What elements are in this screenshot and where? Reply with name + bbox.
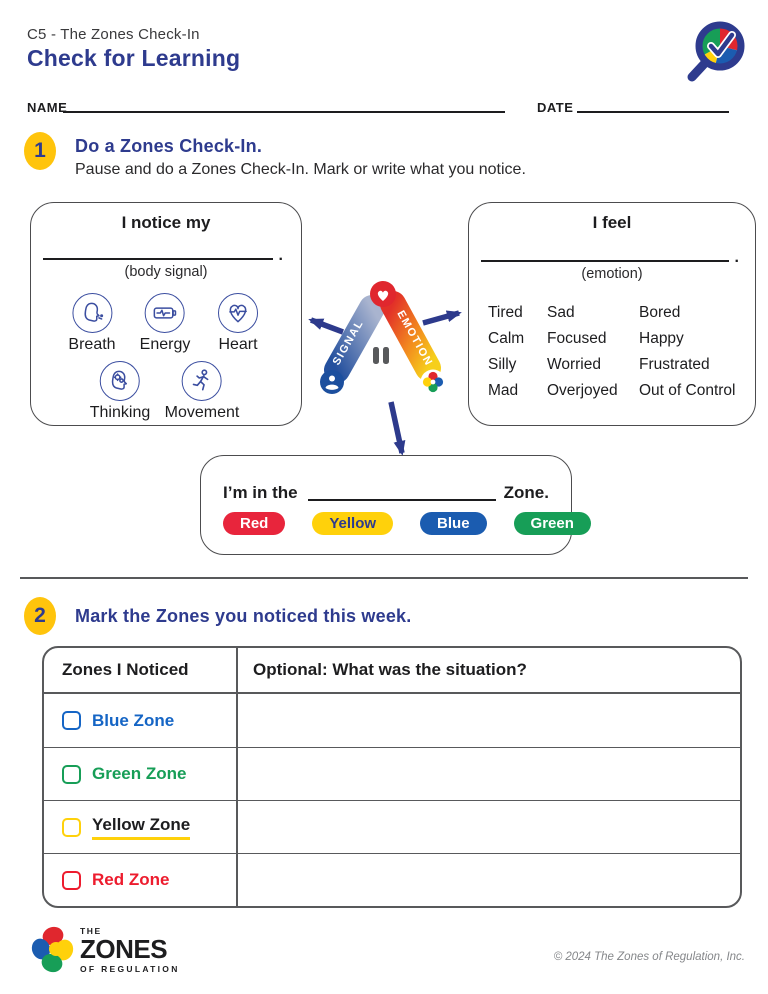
body-signal-caption: (body signal) [124, 264, 208, 280]
logo-of-regulation: OF REGULATION [80, 964, 180, 974]
table-header-row [44, 648, 740, 694]
blank-period: . [734, 249, 739, 266]
zone-input-line[interactable] [308, 487, 496, 501]
emotion-caption: (emotion) [581, 266, 643, 282]
zones-pinwheel-logo [28, 924, 76, 976]
signal-heart[interactable] [218, 293, 258, 354]
yellow-zone-label: Yellow Zone [92, 815, 190, 840]
table-column-divider [236, 648, 238, 906]
emotion-word[interactable]: Focused [547, 330, 607, 347]
heart-icon [218, 293, 258, 333]
feel-box-title: I feel [592, 213, 632, 232]
copyright-text: © 2024 The Zones of Regulation, Inc. [553, 951, 745, 963]
signal-label: Breath [68, 336, 116, 353]
date-label: DATE [537, 100, 574, 115]
body-signal-input-line[interactable] [43, 243, 273, 260]
section-2-badge: 2 [24, 597, 56, 635]
signal-label: Movement [164, 404, 240, 421]
signal-bar-label: SIGNAL [330, 317, 367, 368]
section-1-badge: 1 [24, 132, 56, 170]
emotion-word[interactable]: Silly [488, 356, 517, 373]
zones-table [42, 646, 742, 908]
red-zone-checkbox[interactable] [62, 871, 81, 890]
logo-the: THE [80, 926, 102, 936]
heart-icon [370, 281, 396, 307]
zones-logo-text [80, 926, 180, 974]
zone-bar-label: ZONE [362, 378, 402, 390]
zone-sentence-suffix: Zone. [503, 483, 549, 502]
logo-zones: ZONES [80, 934, 168, 964]
doc-subtitle: C5 - The Zones Check-In [27, 26, 200, 43]
name-input-line[interactable] [63, 96, 505, 113]
blue-zone-situation-cell[interactable] [236, 694, 740, 747]
red-zone-label: Red Zone [92, 870, 170, 889]
zone-pill-green[interactable]: Green [514, 512, 591, 535]
emotion-word[interactable]: Overjoyed [547, 382, 618, 399]
name-label: NAME [27, 100, 68, 115]
section-divider [20, 577, 748, 579]
table-header-situation: Optional: What was the situation? [253, 660, 527, 679]
emotion-word[interactable]: Worried [547, 356, 601, 373]
signal-label: Energy [139, 336, 191, 353]
table-header-zones: Zones I Noticed [62, 660, 189, 679]
signal-movement[interactable] [165, 361, 240, 422]
blank-period: . [278, 247, 283, 264]
red-zone-situation-cell[interactable] [236, 854, 740, 906]
green-zone-situation-cell[interactable] [236, 748, 740, 800]
energy-icon [145, 293, 185, 333]
zone-box [200, 455, 572, 555]
emotion-word[interactable]: Out of Control [639, 382, 736, 399]
blue-zone-label: Blue Zone [92, 710, 175, 730]
green-zone-label: Green Zone [92, 764, 187, 783]
section-1-instruction: Pause and do a Zones Check-In. Mark or write what you notice. [75, 161, 526, 178]
signal-energy[interactable] [140, 293, 191, 354]
yellow-zone-checkbox[interactable] [62, 818, 81, 837]
breath-icon [72, 293, 112, 333]
emotion-word[interactable]: Bored [639, 304, 681, 321]
date-input-line[interactable] [577, 96, 729, 113]
zone-sentence-prefix: I’m in the [223, 483, 298, 502]
movement-icon [182, 361, 222, 401]
section-1-title: Do a Zones Check-In. [75, 136, 263, 156]
emotion-word-grid [488, 304, 747, 400]
emotion-word[interactable]: Mad [488, 382, 519, 399]
table-row-yellow-zone [44, 800, 740, 853]
signal-breath[interactable] [68, 293, 115, 354]
zone-pill-red[interactable]: Red [223, 512, 285, 535]
emotion-word[interactable]: Happy [639, 330, 684, 347]
zone-pill-yellow[interactable]: Yellow [312, 512, 393, 535]
emotion-bar-label: EMOTION [394, 308, 435, 369]
arrow-down [391, 402, 402, 453]
green-zone-checkbox[interactable] [62, 765, 81, 784]
notice-box [30, 202, 302, 426]
signal-thinking[interactable] [90, 361, 150, 422]
thinking-icon [100, 361, 140, 401]
page-title: Check for Learning [27, 45, 241, 71]
emotion-input-line[interactable] [481, 245, 729, 262]
arrow-left [311, 320, 343, 332]
emotion-word[interactable]: Calm [488, 330, 525, 347]
magnifier-check-icon [684, 16, 750, 86]
pause-icon [373, 347, 389, 364]
pinwheel-icon [421, 370, 446, 395]
signal-label: Heart [218, 336, 258, 353]
feel-box [468, 202, 756, 426]
blue-zone-checkbox[interactable] [62, 711, 81, 730]
table-row-blue-zone [44, 694, 740, 747]
arrow-right [423, 313, 459, 323]
emotion-word[interactable]: Tired [488, 304, 523, 321]
signal-label: Thinking [89, 404, 151, 421]
person-icon [320, 370, 344, 394]
table-row-red-zone [44, 853, 740, 906]
zones-triangle-graphic [293, 260, 483, 465]
notice-box-title: I notice my [121, 213, 211, 232]
zone-pill-blue[interactable]: Blue [420, 512, 487, 535]
emotion-word[interactable]: Sad [547, 304, 575, 321]
table-row-green-zone [44, 747, 740, 800]
emotion-word[interactable]: Frustrated [639, 356, 710, 373]
section-2-title: Mark the Zones you noticed this week. [75, 606, 412, 626]
yellow-zone-situation-cell[interactable] [236, 801, 740, 853]
